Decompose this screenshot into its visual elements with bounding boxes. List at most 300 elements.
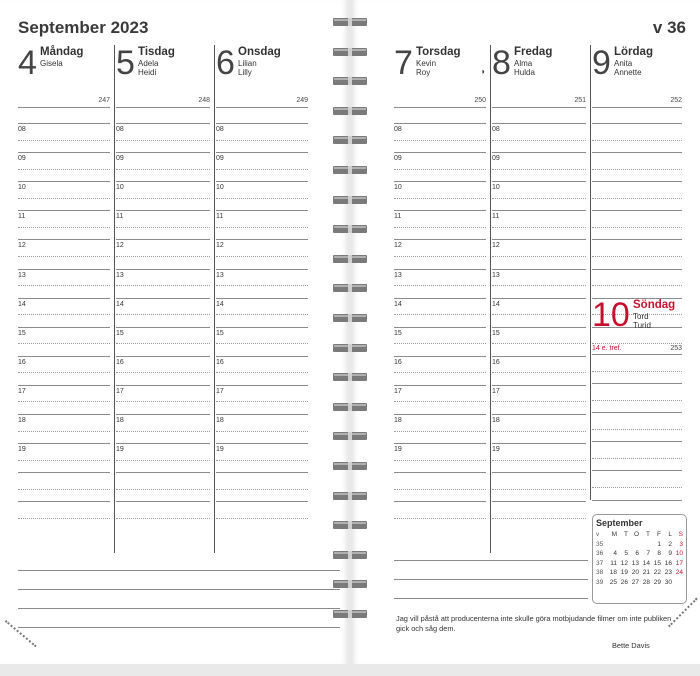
hour-label: 11 — [116, 213, 124, 221]
hour-label: 18 — [492, 417, 500, 424]
hour-line — [216, 385, 308, 386]
hour-line — [116, 356, 210, 357]
spiral-ring — [333, 462, 367, 470]
half-hour-line — [18, 343, 110, 344]
sunday-header-line — [592, 354, 682, 355]
hour-label: 09 — [492, 155, 500, 163]
half-hour-line — [116, 227, 210, 228]
hour-line — [492, 210, 586, 211]
mini-calendar-week-number: 38 — [596, 569, 604, 577]
notes-line — [18, 627, 340, 628]
half-hour-line — [394, 285, 486, 286]
spiral-ring — [333, 48, 367, 56]
day-of-year: 252 — [670, 97, 682, 104]
day-number: 9 — [592, 44, 611, 82]
hour-line — [592, 239, 682, 240]
hour-line — [492, 385, 586, 386]
sunday-line — [592, 412, 682, 413]
hour-label: 13 — [394, 271, 402, 279]
half-hour-line — [18, 314, 110, 315]
mini-calendar-date: 16 — [664, 559, 672, 567]
ring-gap — [348, 492, 352, 500]
hour-label: 18 — [394, 417, 402, 424]
hour-label: 13 — [492, 271, 500, 279]
half-hour-line — [216, 256, 308, 257]
mini-calendar-date — [629, 540, 640, 550]
hour-line — [492, 501, 586, 502]
spiral-ring — [333, 255, 367, 263]
hour-line — [394, 210, 486, 211]
hour-line — [394, 472, 486, 473]
half-hour-line — [216, 285, 308, 286]
mini-calendar-date — [640, 540, 651, 550]
hour-line — [18, 385, 110, 386]
hour-label: 09 — [18, 155, 26, 163]
hour-line — [216, 414, 308, 415]
half-hour-line — [492, 140, 586, 141]
hour-line — [216, 239, 308, 240]
hour-line — [394, 443, 486, 444]
mini-calendar-date: 9 — [668, 550, 672, 558]
hour-label: 15 — [18, 329, 26, 337]
mini-calendar-date — [607, 540, 618, 550]
hour-line — [116, 443, 210, 444]
mini-calendar-date: 8 — [657, 550, 661, 558]
day-number: 6 — [216, 44, 235, 82]
spiral-ring — [333, 107, 367, 115]
hour-label: 08 — [18, 126, 26, 133]
hour-label: 13 — [116, 271, 124, 279]
hour-label: 10 — [216, 184, 224, 192]
hour-line — [394, 501, 486, 502]
half-hour-line — [116, 343, 210, 344]
hour-line — [394, 181, 486, 182]
mini-calendar-header: T — [646, 531, 650, 539]
name-day: Kevin — [416, 59, 437, 68]
half-hour-line — [394, 343, 486, 344]
half-hour-line — [18, 401, 110, 402]
half-hour-line — [394, 401, 486, 402]
sunday-line — [592, 383, 682, 384]
half-hour-line — [216, 140, 308, 141]
hour-label: 12 — [492, 242, 500, 250]
day-of-year: 247 — [98, 97, 110, 104]
half-hour-line — [394, 169, 486, 170]
mini-calendar — [592, 514, 687, 604]
half-hour-line — [216, 518, 308, 519]
ring-gap — [348, 521, 352, 529]
ring-gap — [348, 344, 352, 352]
hour-line — [492, 327, 586, 328]
hour-line — [492, 269, 586, 270]
hour-line — [492, 298, 586, 299]
mini-calendar-date: 27 — [631, 578, 639, 586]
half-hour-line — [18, 372, 110, 373]
hour-label: 17 — [18, 387, 26, 395]
hour-label: 11 — [216, 213, 224, 221]
day-name: Tisdag — [138, 46, 175, 58]
half-hour-line — [394, 372, 486, 373]
notes-line — [394, 560, 588, 561]
mini-calendar-date: 25 — [609, 578, 617, 586]
half-hour-line — [216, 198, 308, 199]
hour-line — [18, 443, 110, 444]
spiral-ring — [333, 492, 367, 500]
day-number: 7 — [394, 44, 413, 82]
hour-line — [116, 414, 210, 415]
hour-label: 12 — [18, 242, 26, 250]
hour-line — [18, 501, 110, 502]
hour-line — [394, 123, 486, 124]
name-day: Lilian — [238, 59, 257, 68]
hour-line — [18, 414, 110, 415]
half-hour-line — [216, 431, 308, 432]
half-hour-line — [18, 227, 110, 228]
hour-line — [394, 269, 486, 270]
hour-label: 10 — [394, 184, 402, 192]
spiral-ring — [333, 403, 367, 411]
mini-calendar-date: 10 — [675, 550, 683, 558]
hour-line — [216, 443, 308, 444]
day-header-line — [216, 107, 308, 108]
half-hour-line — [492, 256, 586, 257]
spiral-ring — [333, 166, 367, 174]
hour-label: 18 — [216, 417, 224, 424]
ring-gap — [348, 580, 352, 588]
hour-label: 10 — [18, 184, 26, 192]
hour-line — [116, 210, 210, 211]
ring-gap — [348, 255, 352, 263]
hour-line — [592, 181, 682, 182]
hour-line — [216, 181, 308, 182]
half-hour-line — [116, 401, 210, 402]
hour-label: 14 — [18, 300, 26, 308]
half-hour-line — [492, 372, 586, 373]
month-title: September 2023 — [18, 18, 149, 37]
mini-calendar-date: 28 — [642, 578, 650, 586]
hour-line — [18, 356, 110, 357]
mini-calendar-date: 17 — [675, 559, 683, 567]
mini-calendar-date: 6 — [635, 550, 639, 558]
sunday-dotted-line — [592, 487, 682, 488]
ring-gap — [348, 48, 352, 56]
day-of-year: 249 — [296, 97, 308, 104]
spiral-ring — [333, 580, 367, 588]
day-header-line — [116, 107, 210, 108]
mini-calendar-date: 12 — [620, 559, 628, 567]
hour-label: 11 — [18, 213, 26, 221]
spiral-ring — [333, 551, 367, 559]
half-hour-line — [216, 401, 308, 402]
half-hour-line — [394, 460, 486, 461]
ring-gap — [348, 136, 352, 144]
half-hour-line — [592, 169, 682, 170]
half-hour-line — [116, 431, 210, 432]
hour-line — [116, 298, 210, 299]
day-of-year: 251 — [574, 97, 586, 104]
half-hour-line — [18, 198, 110, 199]
day-header-line — [394, 107, 486, 108]
hour-label: 16 — [394, 358, 402, 366]
mini-calendar-date — [618, 540, 629, 550]
name-day: Hulda — [514, 68, 535, 77]
ring-gap — [348, 551, 352, 559]
hour-label: 12 — [116, 242, 124, 250]
name-day: Adela — [138, 59, 159, 68]
half-hour-line — [394, 140, 486, 141]
half-hour-line — [216, 227, 308, 228]
hour-label: 17 — [492, 387, 500, 395]
mini-calendar-date: 29 — [653, 578, 661, 586]
notes-line — [394, 579, 588, 580]
name-day: Roy — [416, 68, 431, 77]
hour-line — [394, 239, 486, 240]
hour-line — [592, 210, 682, 211]
mini-calendar-header: F — [657, 531, 661, 539]
ring-gap — [348, 284, 352, 292]
mini-calendar-date: 18 — [609, 569, 617, 577]
hour-line — [492, 356, 586, 357]
half-hour-line — [116, 256, 210, 257]
hour-label: 16 — [18, 358, 26, 366]
mini-calendar-header: T — [624, 531, 628, 539]
half-hour-line — [18, 140, 110, 141]
hour-label: 17 — [116, 387, 124, 395]
hour-label: 08 — [492, 126, 500, 133]
mini-calendar-week-number: 35 — [596, 540, 604, 548]
spiral-ring — [333, 196, 367, 204]
ring-gap — [348, 432, 352, 440]
hour-label: 08 — [216, 126, 224, 133]
mini-calendar-header: S — [678, 531, 683, 539]
quote-text: Jag vill påstå att producenterna inte skulle göra motbjudande filmer om inte publiken gick och såg dem. — [396, 614, 672, 633]
hour-label: 15 — [116, 329, 124, 337]
day-name: Torsdag — [416, 46, 461, 58]
mini-calendar-date: 3 — [679, 540, 683, 548]
name-day: Anita — [614, 59, 633, 68]
hour-line — [394, 298, 486, 299]
day-column-divider — [114, 45, 115, 553]
mini-calendar-header: v — [596, 531, 600, 539]
mini-calendar-week-number: 36 — [596, 550, 604, 558]
mini-calendar-date: 1 — [657, 540, 661, 548]
hour-label: 14 — [492, 300, 500, 308]
spiral-ring — [333, 225, 367, 233]
spiral-ring — [333, 373, 367, 381]
half-hour-line — [394, 256, 486, 257]
hour-label: 16 — [216, 358, 224, 366]
hour-label: 10 — [492, 184, 500, 192]
hour-line — [216, 501, 308, 502]
hour-label: 18 — [18, 417, 26, 424]
half-hour-line — [216, 489, 308, 490]
hour-line — [394, 327, 486, 328]
sunday-name-day: Turid — [633, 321, 651, 330]
hour-line — [116, 239, 210, 240]
day-header-line — [18, 107, 110, 108]
half-hour-line — [116, 140, 210, 141]
half-hour-line — [18, 518, 110, 519]
hour-line — [492, 239, 586, 240]
mini-calendar-date: 7 — [646, 550, 650, 558]
half-hour-line — [216, 314, 308, 315]
hour-label: 14 — [394, 300, 402, 308]
moon-phase-icon: ◑ — [480, 67, 485, 76]
half-hour-line — [394, 198, 486, 199]
sunday-dotted-line — [592, 400, 682, 401]
hour-line — [492, 414, 586, 415]
hour-line — [216, 269, 308, 270]
hour-label: 18 — [116, 417, 124, 424]
ring-gap — [348, 373, 352, 381]
day-header-line — [592, 107, 682, 108]
half-hour-line — [394, 431, 486, 432]
ring-gap — [348, 77, 352, 85]
spiral-ring — [333, 18, 367, 26]
hour-label: 15 — [394, 329, 402, 337]
half-hour-line — [394, 489, 486, 490]
hour-label: 19 — [492, 446, 500, 454]
day-name: Fredag — [514, 46, 553, 58]
half-hour-line — [492, 314, 586, 315]
half-hour-line — [18, 256, 110, 257]
half-hour-line — [592, 285, 682, 286]
ring-gap — [348, 196, 352, 204]
hour-line — [18, 269, 110, 270]
mini-calendar-date: 30 — [664, 578, 672, 586]
mini-calendar-date: 21 — [642, 569, 650, 577]
day-column-divider — [490, 45, 491, 553]
half-hour-line — [18, 169, 110, 170]
hour-label: 17 — [394, 387, 402, 395]
ring-gap — [348, 610, 352, 618]
half-hour-line — [592, 198, 682, 199]
ring-gap — [348, 462, 352, 470]
mini-calendar-header: M — [611, 531, 617, 539]
hour-label: 19 — [394, 446, 402, 454]
sunday-day-of-year: 253 — [670, 345, 682, 352]
half-hour-line — [116, 372, 210, 373]
mini-calendar-date: 4 — [613, 550, 617, 558]
half-hour-line — [492, 227, 586, 228]
hour-label: 12 — [216, 242, 224, 250]
half-hour-line — [18, 285, 110, 286]
hour-label: 16 — [492, 358, 500, 366]
mini-calendar-date: 14 — [642, 559, 650, 567]
hour-label: 15 — [492, 329, 500, 337]
half-hour-line — [592, 256, 682, 257]
hour-line — [116, 385, 210, 386]
hour-line — [18, 123, 110, 124]
ring-gap — [348, 314, 352, 322]
mini-calendar-date: 22 — [653, 569, 661, 577]
notes-line — [394, 598, 588, 599]
hour-label: 11 — [492, 213, 500, 221]
hour-line — [394, 356, 486, 357]
hour-line — [216, 123, 308, 124]
notes-line — [18, 589, 340, 590]
hour-line — [592, 152, 682, 153]
hour-label: 11 — [394, 213, 402, 221]
notes-line — [18, 608, 340, 609]
sunday-line — [592, 441, 682, 442]
half-hour-line — [116, 314, 210, 315]
half-hour-line — [216, 169, 308, 170]
sunday-church-note: 14 e. tref. — [592, 345, 622, 352]
day-name: Måndag — [40, 46, 84, 58]
name-day: Heidi — [138, 68, 157, 77]
mini-calendar-week-number: 37 — [596, 559, 604, 567]
spiral-ring — [333, 344, 367, 352]
hour-line — [116, 123, 210, 124]
half-hour-line — [18, 489, 110, 490]
hour-label: 13 — [216, 271, 224, 279]
mini-calendar-title: September — [596, 518, 643, 528]
half-hour-line — [116, 489, 210, 490]
hour-label: 09 — [394, 155, 402, 163]
spiral-ring — [333, 432, 367, 440]
hour-label: 14 — [216, 300, 224, 308]
mini-calendar-date: 2 — [668, 540, 672, 548]
half-hour-line — [492, 460, 586, 461]
name-day: Alma — [514, 59, 533, 68]
day-of-year: 250 — [474, 97, 486, 104]
hour-label: 09 — [116, 155, 124, 163]
half-hour-line — [116, 460, 210, 461]
half-hour-line — [116, 198, 210, 199]
ring-gap — [348, 166, 352, 174]
hour-line — [18, 210, 110, 211]
hour-label: 16 — [116, 358, 124, 366]
sunday-line — [592, 470, 682, 471]
half-hour-line — [492, 518, 586, 519]
hour-label: 14 — [116, 300, 124, 308]
hour-line — [492, 472, 586, 473]
half-hour-line — [592, 227, 682, 228]
ring-gap — [348, 403, 352, 411]
hour-line — [18, 327, 110, 328]
half-hour-line — [116, 169, 210, 170]
half-hour-line — [492, 401, 586, 402]
hour-line — [394, 385, 486, 386]
sunday-dotted-line — [592, 371, 682, 372]
hour-line — [492, 443, 586, 444]
half-hour-line — [18, 431, 110, 432]
hour-label: 15 — [216, 329, 224, 337]
hour-line — [216, 152, 308, 153]
hour-label: 17 — [216, 387, 224, 395]
hour-line — [18, 298, 110, 299]
half-hour-line — [116, 518, 210, 519]
hour-line — [18, 239, 110, 240]
mini-calendar-date: 13 — [631, 559, 639, 567]
hour-line — [116, 501, 210, 502]
hour-line — [116, 152, 210, 153]
day-name: Lördag — [614, 46, 653, 58]
spiral-ring — [333, 521, 367, 529]
spiral-ring — [333, 610, 367, 618]
name-day: Annette — [614, 68, 642, 77]
sunday-name: Söndag — [633, 299, 676, 311]
mini-calendar-date: 24 — [675, 569, 683, 577]
mini-calendar-header: O — [633, 531, 639, 539]
half-hour-line — [492, 169, 586, 170]
day-number: 8 — [492, 44, 511, 82]
sunday-dotted-line — [592, 429, 682, 430]
hour-label: 19 — [18, 446, 26, 454]
day-number: 5 — [116, 44, 135, 82]
hour-line — [492, 181, 586, 182]
